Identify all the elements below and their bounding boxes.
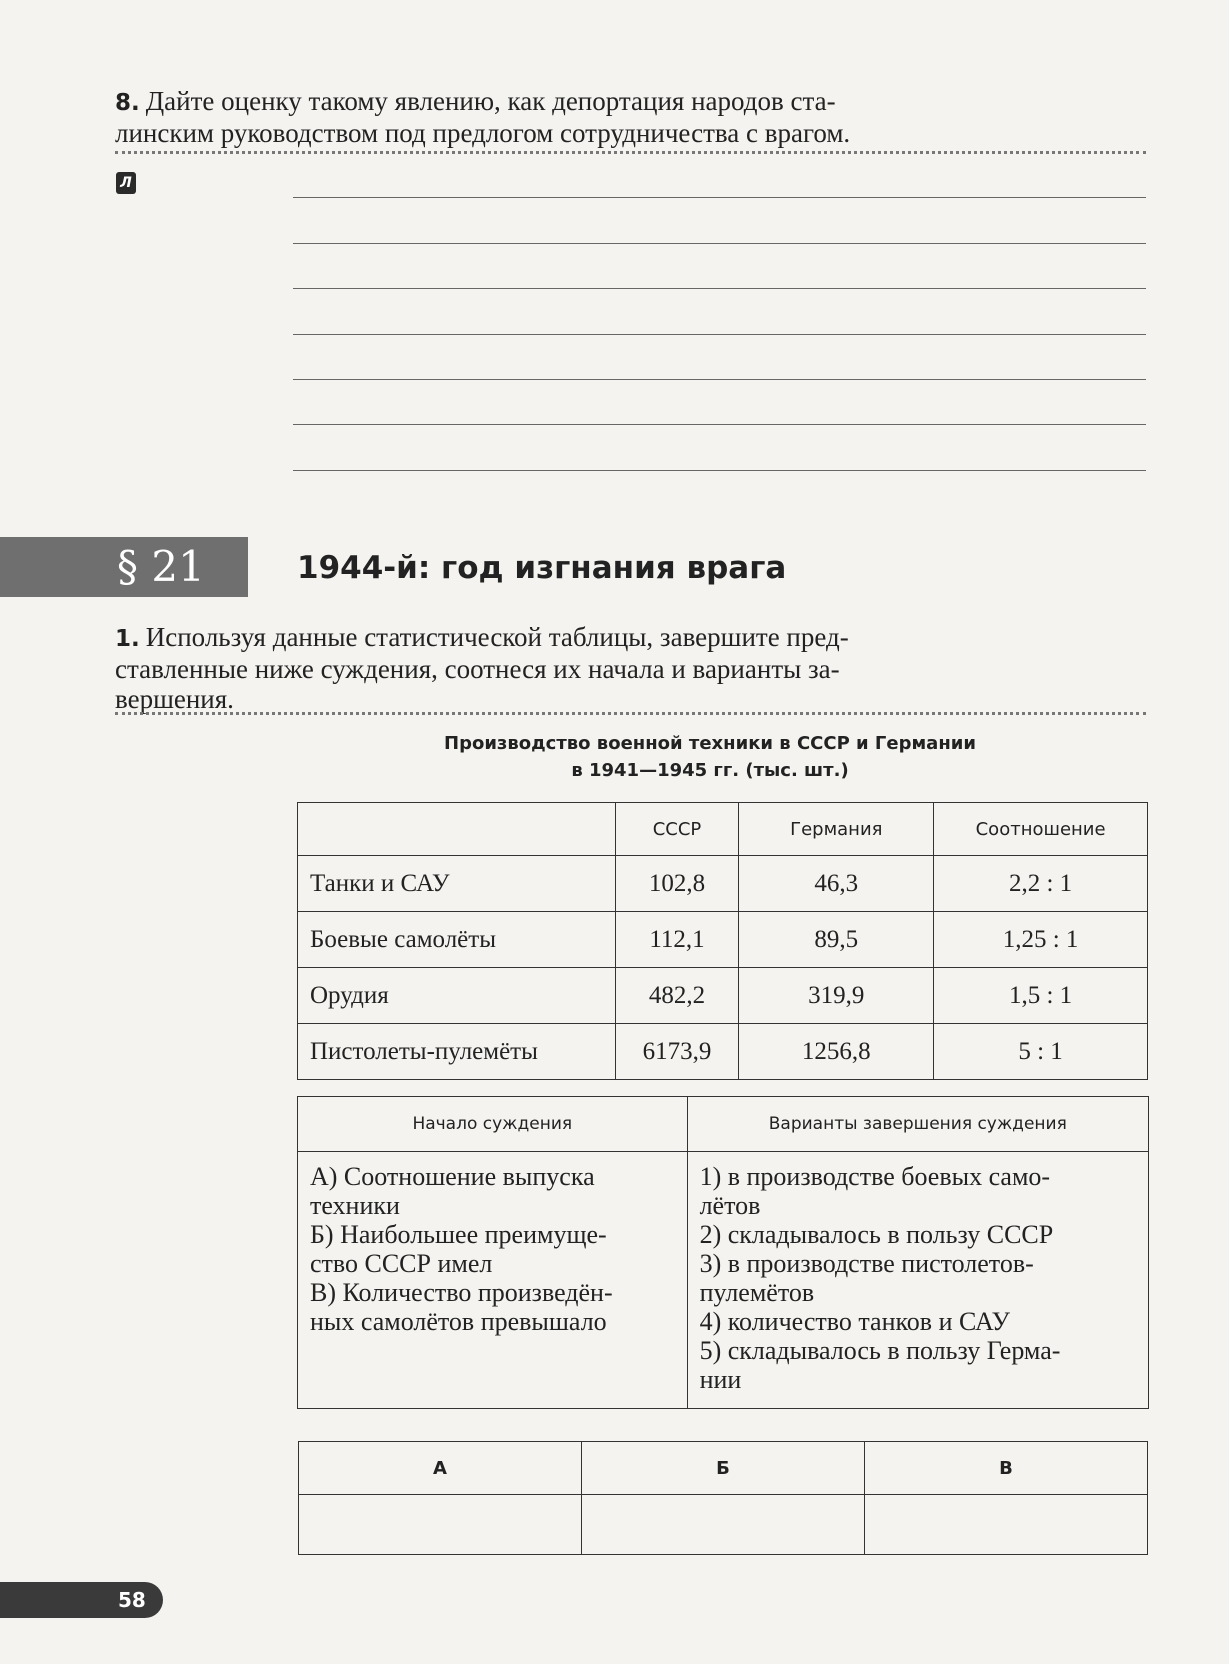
task-8 xyxy=(115,86,1015,148)
answer-header-row xyxy=(299,1442,1148,1495)
table-caption-line-1: Производство военной техники в СССР и Германии xyxy=(444,733,976,754)
answer-cell[interactable] xyxy=(865,1495,1148,1555)
table-cell: Орудия xyxy=(298,968,616,1024)
task-1-number: 1. xyxy=(115,626,140,652)
ending-line: 2) складывалось в пользу СССР xyxy=(699,1220,1054,1249)
table-cell: 1,5 : 1 xyxy=(934,968,1148,1024)
answer-line[interactable] xyxy=(293,243,1146,244)
table-header: СССР xyxy=(615,803,739,856)
answer-line[interactable] xyxy=(293,379,1146,380)
answer-header: А xyxy=(299,1442,582,1495)
task-8-line-2: линским руководством под предлогом сотрудничества с врагом. xyxy=(115,118,851,148)
section-number: § 21 xyxy=(117,542,205,591)
table-cell: 482,2 xyxy=(615,968,739,1024)
judgement-line: А) Соотношение выпуска xyxy=(310,1162,595,1191)
section-title: 1944-й: год изгнания врага xyxy=(297,550,787,586)
table-header-row xyxy=(298,803,1148,856)
table-header: Соотношение xyxy=(934,803,1148,856)
ending-line: лётов xyxy=(699,1191,761,1220)
answer-line[interactable] xyxy=(293,470,1146,471)
task-1-line-3: вершения. xyxy=(115,684,234,714)
task-1-text-1: Используя данные статистической таблицы, завершите пред- xyxy=(145,622,849,652)
judgement-header: Начало суждения xyxy=(298,1097,688,1152)
task-8-number: 8. xyxy=(115,90,140,116)
answer-header: В xyxy=(865,1442,1148,1495)
judgement-line: техники xyxy=(310,1191,400,1220)
answer-line[interactable] xyxy=(293,197,1146,198)
answer-line[interactable] xyxy=(293,288,1146,289)
table-header: Германия xyxy=(739,803,934,856)
table-header xyxy=(298,803,616,856)
table-cell: 46,3 xyxy=(739,856,934,912)
table-cell: 5 : 1 xyxy=(934,1024,1148,1080)
ending-line: 1) в производстве боевых само- xyxy=(699,1162,1051,1191)
task-8-line-1 xyxy=(115,86,1015,118)
table-cell: Пистолеты-пулемёты xyxy=(298,1024,616,1080)
table-row xyxy=(298,912,1148,968)
table-cell: 319,9 xyxy=(739,968,934,1024)
judgement-endings xyxy=(687,1152,1148,1409)
table-row xyxy=(298,1024,1148,1080)
table-cell: 1256,8 xyxy=(739,1024,934,1080)
table-cell: Боевые самолёты xyxy=(298,912,616,968)
statistics-table xyxy=(297,802,1148,1080)
judgement-header-row xyxy=(298,1097,1149,1152)
table-cell: 89,5 xyxy=(739,912,934,968)
ending-line: 4) количество танков и САУ xyxy=(699,1307,1010,1336)
judgement-line: ство СССР имел xyxy=(310,1249,493,1278)
answer-line[interactable] xyxy=(293,334,1146,335)
table-cell: 6173,9 xyxy=(615,1024,739,1080)
task-1 xyxy=(115,622,1015,714)
task-1-line-2: ставленные ниже суждения, соотнеся их начала и варианты за- xyxy=(115,654,840,684)
judgement-line: В) Количество произведён- xyxy=(310,1278,613,1307)
table-row xyxy=(298,968,1148,1024)
ending-line: 5) складывалось в пользу Герма- xyxy=(699,1336,1061,1365)
judgement-line: Б) Наибольшее преимуще- xyxy=(310,1220,607,1249)
table-row xyxy=(298,856,1148,912)
ending-line: нии xyxy=(699,1365,742,1394)
table-cell: 2,2 : 1 xyxy=(934,856,1148,912)
table-cell: 112,1 xyxy=(615,912,739,968)
ending-line: 3) в производстве пистолетов- xyxy=(699,1249,1034,1278)
task-8-divider xyxy=(115,151,1146,154)
answer-header: Б xyxy=(582,1442,865,1495)
table-caption xyxy=(380,730,1040,784)
answer-table xyxy=(298,1441,1148,1555)
task-8-text-1: Дайте оценку такому явлению, как депортация народов ста- xyxy=(145,86,836,116)
judgement-table xyxy=(297,1096,1149,1409)
answer-row xyxy=(299,1495,1148,1555)
table-cell: 1,25 : 1 xyxy=(934,912,1148,968)
answer-line[interactable] xyxy=(293,424,1146,425)
task-1-divider xyxy=(115,712,1146,715)
page-number: 58 xyxy=(118,1588,146,1612)
judgement-row xyxy=(298,1152,1149,1409)
workbook-icon: Л xyxy=(116,172,136,194)
table-caption-line-2: в 1941—1945 гг. (тыс. шт.) xyxy=(571,760,849,781)
table-cell: Танки и САУ xyxy=(298,856,616,912)
judgement-header: Варианты завершения суждения xyxy=(687,1097,1148,1152)
answer-cell[interactable] xyxy=(299,1495,582,1555)
answer-cell[interactable] xyxy=(582,1495,865,1555)
judgement-line: ных самолётов превышало xyxy=(310,1307,607,1336)
ending-line: пулемётов xyxy=(699,1278,815,1307)
task-1-line-1 xyxy=(115,622,1015,654)
table-cell: 102,8 xyxy=(615,856,739,912)
judgement-beginnings xyxy=(298,1152,688,1409)
